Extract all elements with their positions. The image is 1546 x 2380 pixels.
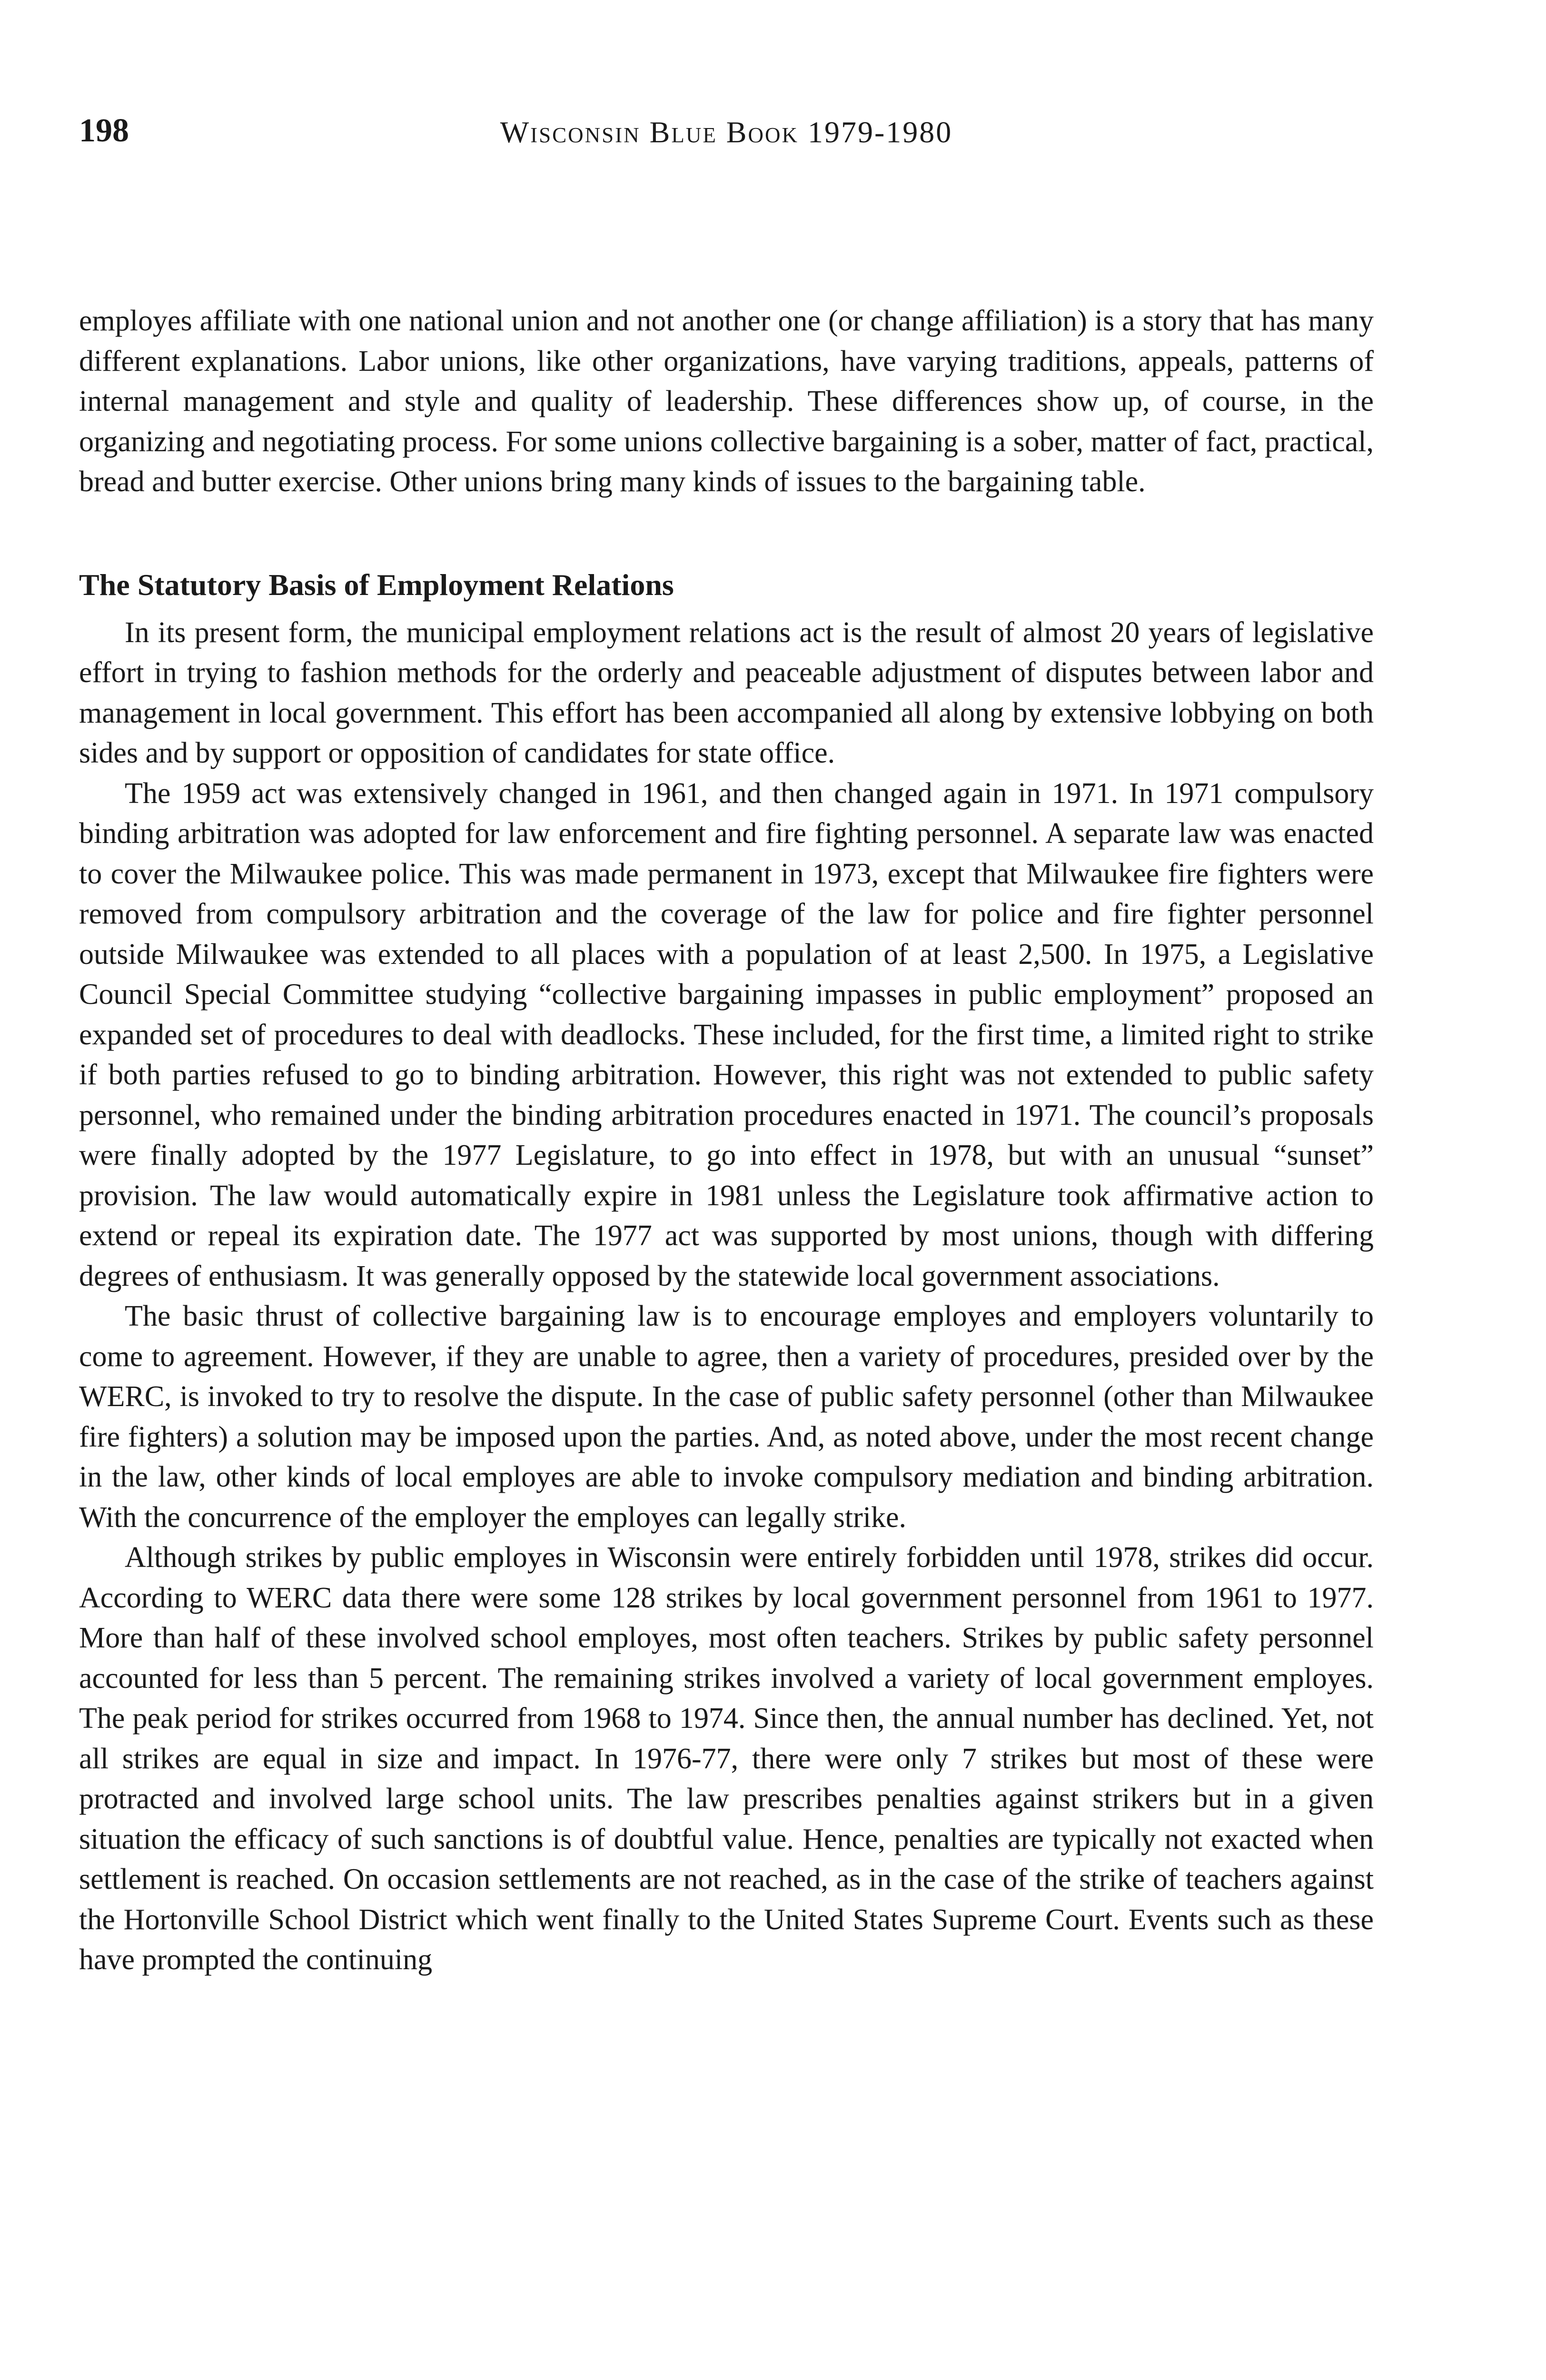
running-title: Wisconsin Blue Book 1979-1980 [500, 115, 953, 149]
intro-paragraph: employes affiliate with one national union and not another one (or change affiliation) is a story that has many different explanations. Labor unions, like other organizations, have varying traditions, appeals, patterns of internal management and style and quality of leadership. These differences show up, of course, in the organizing and negotiating process. For some unions collective bargaining is a sober, matter of fact, practical, bread and butter exercise. Other unions bring many kinds of issues to the bargaining table. [79, 305, 1374, 498]
paragraph: In its present form, the municipal employment relations act is the result of almost 20 years of legislative effort in trying to fashion methods for the orderly and peaceable adjustment of disputes between labor and management in local government. This effort has been accompanied all along by extensive lobbying on both sides and by support or opposition of candidates for state office. [79, 616, 1374, 769]
page-number: 198 [79, 112, 129, 149]
running-head [79, 95, 1374, 152]
body-text [79, 301, 1374, 1980]
section-heading: The Statutory Basis of Employment Relations [79, 567, 674, 602]
paragraph: The 1959 act was extensively changed in 1961, and then changed again in 1971. In 1971 compulsory binding arbitration was adopted for law enforcement and fire fighting personnel. A separate law was enacted to cover the Milwaukee police. This was made permanent in 1973, except that Milwaukee fire fighters were removed from compulsory arbitration and the coverage of the law for police and fire fighter personnel outside Milwaukee was extended to all places with a population of at least 2,500. In 1975, a Legislative Council Special Committee studying “collective bargaining impasses in public employment” proposed an expanded set of procedures to deal with deadlocks. These included, for the first time, a limited right to strike if both parties refused to go to binding arbitration. However, this right was not extended to public safety personnel, who remained under the binding arbitration procedures enacted in 1971. The council’s proposals were finally adopted by the 1977 Legislature, to go into effect in 1978, but with an unusual “sunset” provision. The law would automatically expire in 1981 unless the Legislature took affirmative action to extend or repeal its expiration date. The 1977 act was supported by most unions, though with differing degrees of enthusiasm. It was generally opposed by the statewide local government associations. [79, 777, 1374, 1292]
book-page [79, 95, 1374, 1980]
paragraph: The basic thrust of collective bargaining law is to encourage employes and employers voluntarily to come to agreement. However, if they are unable to agree, then a variety of procedures, presided over by the WERC, is invoked to try to resolve the dispute. In the case of public safety personnel (other than Milwaukee fire fighters) a solution may be imposed upon the parties. And, as noted above, under the most recent change in the law, other kinds of local employes are able to invoke compulsory mediation and binding arbitration. With the concurrence of the employer the employes can legally strike. [79, 1300, 1374, 1534]
paragraph: Although strikes by public employes in Wisconsin were entirely forbidden until 1978, strikes did occur. According to WERC data there were some 128 strikes by local government personnel from 1961 to 1977. More than half of these involved school employes, most often teachers. Strikes by public safety personnel accounted for less than 5 percent. The remaining strikes involved a variety of local government employes. The peak period for strikes occurred from 1968 to 1974. Since then, the annual number has declined. Yet, not all strikes are equal in size and impact. In 1976-77, there were only 7 strikes but most of these were protracted and involved large school units. The law prescribes penalties against strikers but in a given situation the efficacy of such sanctions is of doubtful value. Hence, penalties are typically not exacted when settlement is reached. On occasion settlements are not reached, as in the case of the strike of teachers against the Hortonville School District which went finally to the United States Supreme Court. Events such as these have prompted the continuing [79, 1541, 1374, 1976]
